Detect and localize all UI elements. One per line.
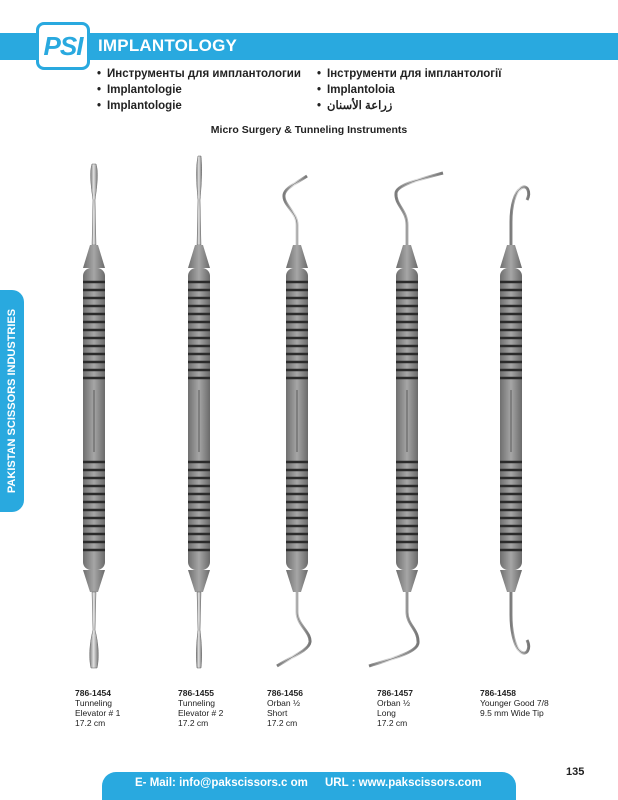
header-band	[0, 30, 618, 61]
instrument-illustrations	[0, 150, 618, 680]
product-line: 9.5 mm Wide Tip	[480, 708, 544, 718]
instrument-786-1455	[188, 156, 210, 668]
product-line: Orban ½	[377, 698, 411, 708]
instrument-786-1458	[500, 187, 529, 653]
product-line: 17.2 cm	[178, 718, 209, 728]
product-code: 786-1454	[75, 688, 111, 698]
product-line: Tunneling	[178, 698, 216, 708]
product-line: Long	[377, 708, 396, 718]
product-line: Elevator # 1	[75, 708, 121, 718]
language-item: • Implantoloia	[317, 82, 502, 98]
language-list-left	[97, 66, 301, 114]
instrument-786-1454	[83, 164, 105, 668]
product-line: Short	[267, 708, 288, 718]
language-item: • Инструменты для имплантологии	[97, 66, 301, 82]
product-code: 786-1457	[377, 688, 413, 698]
product-line: 17.2 cm	[75, 718, 106, 728]
product-line: Orban ½	[267, 698, 301, 708]
instrument-786-1457	[369, 173, 443, 666]
product-line: Elevator # 2	[178, 708, 224, 718]
product-line: Tunneling	[75, 698, 113, 708]
page-title: IMPLANTOLOGY	[98, 36, 238, 55]
product-code: 786-1455	[178, 688, 214, 698]
language-list-right	[317, 66, 502, 114]
language-item: • Implantologie	[97, 82, 301, 98]
language-item: • Implantologie	[97, 98, 301, 114]
product-code: 786-1458	[480, 688, 516, 698]
product-caption-786-1456	[267, 688, 303, 728]
instrument-786-1456	[277, 176, 310, 666]
logo-text: PSI	[43, 30, 83, 61]
product-code: 786-1456	[267, 688, 303, 698]
product-caption-786-1455	[178, 688, 223, 728]
product-line: 17.2 cm	[377, 718, 408, 728]
product-caption-786-1457	[377, 688, 413, 728]
language-item: • زراعة الأسنان	[317, 98, 502, 114]
product-caption-786-1458	[480, 688, 549, 718]
section-title: Micro Surgery & Tunneling Instruments	[210, 124, 408, 136]
footer-url[interactable]: URL : www.pakscissors.com	[325, 777, 482, 789]
language-item: • Інструменти для імплантології	[317, 66, 502, 82]
page-number: 135	[566, 766, 585, 778]
product-line: Younger Good 7/8	[480, 698, 549, 708]
company-logo	[36, 22, 90, 70]
product-line: 17.2 cm	[267, 718, 298, 728]
side-tab-label: PAKISTAN SCISSORS INDUSTRIES	[6, 308, 18, 494]
footer-email[interactable]: E- Mail: info@pakscissors.c om	[135, 777, 308, 789]
product-caption-786-1454	[75, 688, 120, 728]
